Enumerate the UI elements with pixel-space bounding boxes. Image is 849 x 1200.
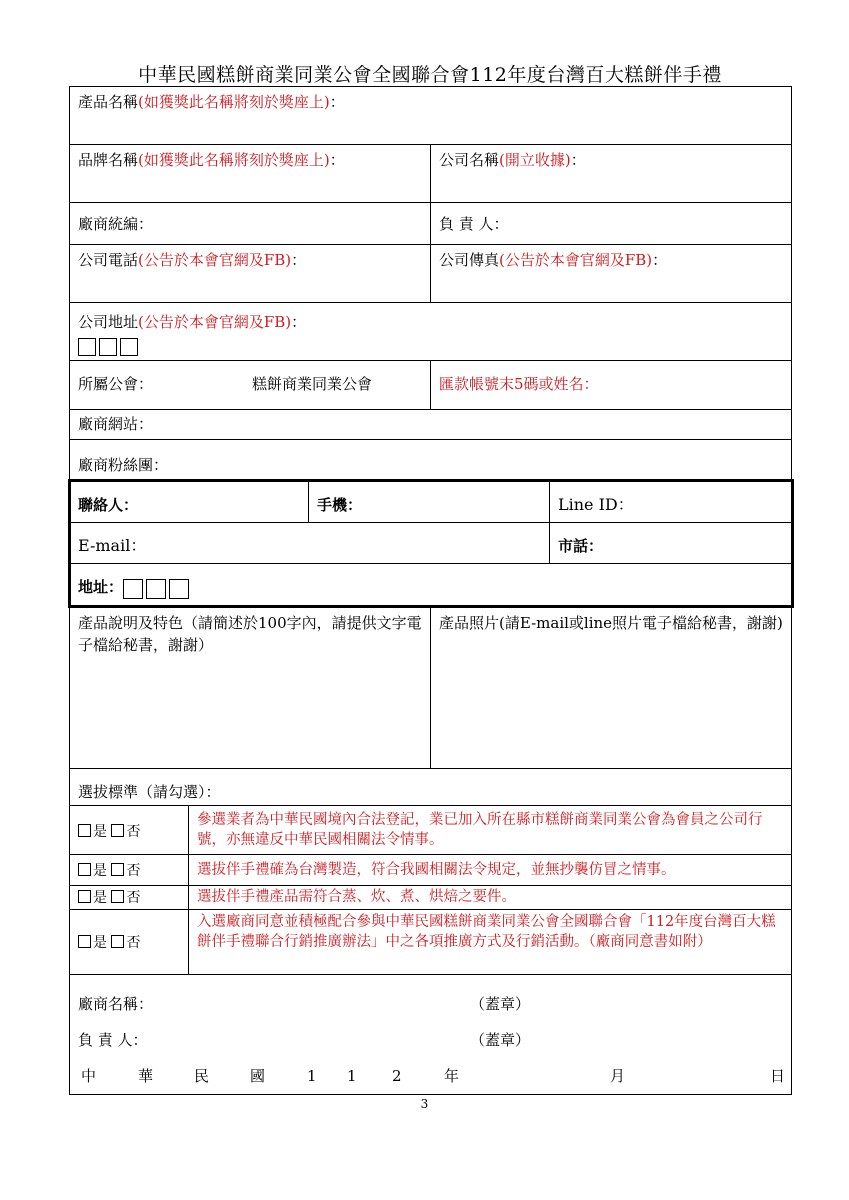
remit-field[interactable] xyxy=(430,360,792,410)
contact-mobile-field[interactable] xyxy=(308,480,550,523)
website-field[interactable] xyxy=(69,409,792,440)
criteria-checkbox-cell[interactable]: 是 否 xyxy=(69,909,189,975)
company-address-field[interactable]: 公司地址(公告於本會官網及FB)： xyxy=(69,302,792,361)
contact-email-label: E-mail： xyxy=(78,536,147,555)
signature-date xyxy=(78,1065,786,1087)
date-char: 國 xyxy=(250,1067,266,1085)
contact-address-field[interactable] xyxy=(69,563,792,607)
company-fax-field[interactable]: 公司傳真(公告於本會官網及FB)： xyxy=(430,244,792,303)
product-photo-field[interactable] xyxy=(430,606,792,769)
vendor-seal-label[interactable]: （蓋章） xyxy=(470,995,531,1013)
postal-code-boxes[interactable] xyxy=(78,335,141,357)
product-name-label: 產品名稱 xyxy=(78,93,139,111)
contact-tel-field[interactable] xyxy=(549,522,792,564)
yes-checkbox[interactable] xyxy=(78,824,91,837)
postal-box[interactable] xyxy=(120,338,138,356)
criteria-item-1: 參選業者為中華民國境內合法登記，業已加入所在縣市糕餅商業同業公會為會員之公司行號，亦無違反中華民國相關法令情事。 xyxy=(188,805,792,855)
contact-postal-boxes[interactable] xyxy=(123,577,192,599)
contact-address-label: 地址： xyxy=(78,578,124,596)
contact-name-field[interactable] xyxy=(69,480,309,523)
company-phone-label: 公司電話 xyxy=(78,251,139,269)
postal-box[interactable] xyxy=(146,579,166,599)
association-suffix: 糕餅商業同業公會 xyxy=(252,375,373,393)
contact-name-label: 聯絡人： xyxy=(78,496,139,514)
contact-mobile-label: 手機： xyxy=(317,496,363,514)
date-char: 中 xyxy=(81,1067,97,1085)
yes-checkbox[interactable] xyxy=(78,890,91,903)
brand-name-note: (如獲獎此名稱將刻於獎座上) xyxy=(138,151,330,169)
date-char: 月 xyxy=(610,1067,626,1085)
product-description-field[interactable] xyxy=(69,606,431,769)
criteria-item-4: 入選廠商同意並積極配合參與中華民國糕餅商業同業公會全國聯合會「112年度台灣百大糕餅伴手禮聯合行銷推廣辦法」中之各項推廣方式及行銷活動。（廠商同意書如附） xyxy=(188,909,792,975)
date-char: 1 xyxy=(347,1067,357,1085)
brand-name-label: 品牌名稱 xyxy=(78,151,139,169)
association-field[interactable] xyxy=(69,360,431,410)
owner-field[interactable] xyxy=(430,202,792,245)
postal-box[interactable] xyxy=(78,338,96,356)
postal-box[interactable] xyxy=(169,579,189,599)
date-char: 2 xyxy=(392,1067,402,1085)
no-checkbox[interactable] xyxy=(111,890,124,903)
contact-email-field[interactable] xyxy=(69,522,550,564)
brand-name-field[interactable]: 品牌名稱(如獲獎此名稱將刻於獎座上)： xyxy=(69,144,431,203)
owner-label: 負 責 人： xyxy=(439,215,509,233)
remit-label: 匯款帳號末5碼或姓名： xyxy=(439,375,599,393)
form-title: 中華民國糕餅商業同業公會全國聯合會112年度台灣百大糕餅伴手禮 xyxy=(138,64,722,86)
product-description-label: 產品說明及特色（請簡述於100字內，請提供文字電子檔給秘書，謝謝） xyxy=(78,614,422,654)
criteria-checkbox-cell[interactable]: 是 否 xyxy=(69,805,189,855)
yes-checkbox[interactable] xyxy=(78,863,91,876)
association-label: 所屬公會： xyxy=(78,375,154,393)
date-char: 華 xyxy=(138,1067,154,1085)
contact-line-label: Line ID： xyxy=(558,495,634,514)
contact-tel-label: 市話： xyxy=(558,537,604,555)
vendor-name-label: 廠商名稱： xyxy=(78,995,154,1013)
product-name-note: (如獲獎此名稱將刻於獎座上) xyxy=(138,93,330,111)
criteria-checkbox-cell[interactable]: 是 否 xyxy=(69,885,189,910)
product-name-field[interactable]: 產品名稱(如獲獎此名稱將刻於獎座上)： xyxy=(69,86,792,145)
yes-checkbox[interactable] xyxy=(78,935,91,948)
owner-seal-label[interactable]: （蓋章） xyxy=(470,1031,531,1049)
website-label: 廠商網站： xyxy=(78,415,154,433)
company-fax-note: (公告於本會官網及FB) xyxy=(499,251,653,269)
company-name-label: 公司名稱 xyxy=(439,151,500,169)
date-char: 民 xyxy=(194,1067,210,1085)
date-char: 1 xyxy=(307,1067,317,1085)
company-fax-label: 公司傳真 xyxy=(439,251,500,269)
tax-id-label: 廠商統編： xyxy=(78,215,154,233)
criteria-item-3: 選拔伴手禮產品需符合蒸、炊、煮、烘焙之要件。 xyxy=(188,885,792,910)
fan-page-label: 廠商粉絲團： xyxy=(78,456,169,474)
postal-box[interactable] xyxy=(123,579,143,599)
company-name-field[interactable]: 公司名稱(開立收據)： xyxy=(430,144,792,203)
date-char: 日 xyxy=(770,1067,786,1085)
no-checkbox[interactable] xyxy=(111,935,124,948)
page-number: 3 xyxy=(420,1097,429,1111)
tax-id-field[interactable] xyxy=(69,202,431,245)
fan-page-field[interactable] xyxy=(69,439,792,481)
company-address-note: (公告於本會官網及FB) xyxy=(138,313,292,331)
criteria-header xyxy=(69,768,792,806)
company-phone-field[interactable]: 公司電話(公告於本會官網及FB)： xyxy=(69,244,431,303)
date-char: 年 xyxy=(444,1067,460,1085)
owner-sign-label: 負 責 人： xyxy=(78,1031,148,1049)
signature-block xyxy=(69,974,792,1095)
no-checkbox[interactable] xyxy=(111,824,124,837)
company-address-label: 公司地址 xyxy=(78,313,139,331)
company-name-note: (開立收據) xyxy=(499,151,571,169)
criteria-header-label: 選拔標準（請勾選）： xyxy=(78,783,221,801)
criteria-checkbox-cell[interactable]: 是 否 xyxy=(69,854,189,886)
contact-line-field[interactable] xyxy=(549,480,792,523)
no-checkbox[interactable] xyxy=(111,863,124,876)
postal-box[interactable] xyxy=(99,338,117,356)
company-phone-note: (公告於本會官網及FB) xyxy=(138,251,292,269)
product-photo-label: 產品照片(請E-mail或line照片電子檔給秘書，謝謝) xyxy=(439,614,783,632)
criteria-item-2: 選拔伴手禮確為台灣製造，符合我國相關法令規定，並無抄襲仿冒之情事。 xyxy=(188,854,792,886)
